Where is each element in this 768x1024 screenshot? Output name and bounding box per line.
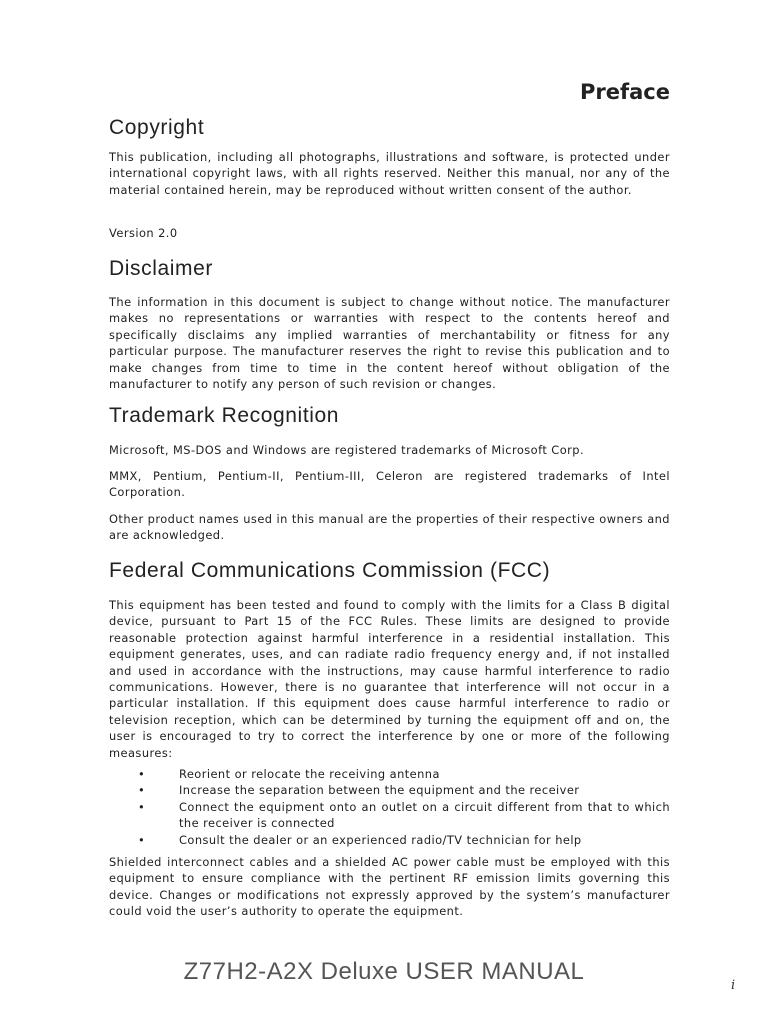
bullet-icon: • (138, 832, 146, 847)
fcc-body: This equipment has been tested and found to comply with the limits for a Class B digital device, pursuant to Part 15 of the FCC Rules. These limits are designed to provide reasonable protection against harmful interference in a residential installation. This equipment generates, uses, and can radiate radio frequency energy and, if not installed and used in accordance with the instructions, may cause harmful interference to radio communications. However, there is no guarantee that interference will not occur in a particular installation. If this equipment does cause harmful interference to radio or television reception, which can be determined by turning the equipment off and on, the user is encouraged to try to correct the interference by one or more of the following measures: (109, 598, 670, 760)
fcc-measures-list (109, 766, 670, 848)
list-item-text: Reorient or relocate the receiving antenna (179, 767, 440, 781)
bullet-icon: • (138, 783, 146, 798)
disclaimer-heading: Disclaimer (109, 257, 214, 280)
trademark-heading: Trademark Recognition (109, 404, 340, 427)
trademark-paragraph: Microsoft, MS-DOS and Windows are registered trademarks of Microsoft Corp. (109, 443, 585, 457)
page-number: i (731, 978, 736, 993)
fcc-heading: Federal Communications Commission (FCC) (109, 559, 551, 582)
version-text: Version 2.0 (109, 226, 178, 240)
list-item (109, 782, 670, 798)
page-title: Preface (580, 80, 670, 104)
fcc-closing: Shielded interconnect cables and a shielded AC power cable must be employed with this equipment to ensure compliance with the pertinent RF emission limits governing this device. Changes or modifications not expressly approved by the system’s manufacturer could void the user’s authority to operate the equipment. (109, 855, 670, 919)
trademark-paragraph: MMX, Pentium, Pentium-II, Pentium-III, Celeron are registered trademarks of Intel Corporation. (109, 469, 670, 500)
list-item (109, 832, 670, 848)
list-item (109, 799, 670, 832)
copyright-body: This publication, including all photographs, illustrations and software, is protected under international copyright laws, with all rights reserved. Neither this manual, nor any of the material contained herein, may be reproduced without written consent of the author. (109, 150, 670, 197)
list-item-text: Increase the separation between the equipment and the receiver (179, 783, 580, 798)
list-item (109, 766, 670, 782)
bullet-icon: • (138, 767, 146, 781)
trademark-paragraph: Other product names used in this manual are the properties of their respective owners and are acknowledged. (109, 512, 670, 543)
copyright-heading: Copyright (109, 116, 205, 139)
bullet-icon: • (138, 799, 146, 814)
manual-title-footer: Z77H2-A2X Deluxe USER MANUAL (183, 958, 585, 985)
list-item-text: Consult the dealer or an experienced radio/TV technician for help (179, 832, 582, 847)
list-item-text: Connect the equipment onto an outlet on a circuit different from that to which the receiver is connected (179, 799, 670, 831)
disclaimer-body: The information in this document is subject to change without notice. The manufacturer makes no representations or warranties with respect to the contents hereof and specifically disclaims any implied warranties of merchantability or fitness for any particular purpose. The manufacturer reserves the right to revise this publication and to make changes from time to time in the content hereof without obligation of the manufacturer to notify any person of such revision or changes. (109, 295, 670, 392)
